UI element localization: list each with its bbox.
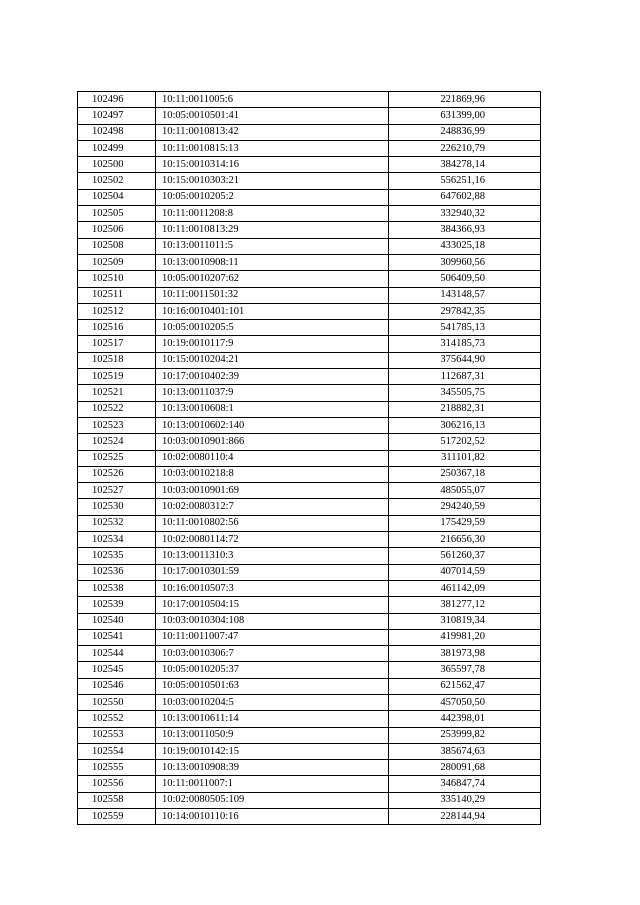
record-number-cell: 102508 (78, 238, 156, 254)
record-number-cell: 102546 (78, 678, 156, 694)
value-cell: 385674,63 (389, 743, 541, 759)
table-row (78, 548, 541, 564)
record-number-cell: 102506 (78, 222, 156, 238)
record-number-cell: 102511 (78, 287, 156, 303)
cadastral-number-cell: 10:19:0010142:15 (156, 743, 389, 759)
value-cell: 461142,09 (389, 580, 541, 596)
cadastral-number-cell: 10:16:0010507:3 (156, 580, 389, 596)
cadastral-number-cell: 10:03:0010218:8 (156, 466, 389, 482)
value-cell: 621562,47 (389, 678, 541, 694)
table-row (78, 157, 541, 173)
value-cell: 433025,18 (389, 238, 541, 254)
record-number-cell: 102541 (78, 629, 156, 645)
cadastral-number-cell: 10:11:0011005:6 (156, 92, 389, 108)
table-body (78, 92, 541, 825)
table-row (78, 92, 541, 108)
record-number-cell: 102552 (78, 711, 156, 727)
value-cell: 294240,59 (389, 499, 541, 515)
value-cell: 218882,31 (389, 401, 541, 417)
value-cell: 221869,96 (389, 92, 541, 108)
value-cell: 143148,57 (389, 287, 541, 303)
record-number-cell: 102544 (78, 646, 156, 662)
record-number-cell: 102526 (78, 466, 156, 482)
cadastral-number-cell: 10:17:0010301:59 (156, 564, 389, 580)
table-row (78, 336, 541, 352)
cadastral-number-cell: 10:17:0010402:39 (156, 369, 389, 385)
table-row (78, 613, 541, 629)
value-cell: 381973,98 (389, 646, 541, 662)
value-cell: 297842,35 (389, 303, 541, 319)
value-cell: 216656,30 (389, 532, 541, 548)
record-number-cell: 102540 (78, 613, 156, 629)
cadastral-number-cell: 10:17:0010504:15 (156, 597, 389, 613)
value-cell: 345505,75 (389, 385, 541, 401)
table-row (78, 173, 541, 189)
record-number-cell: 102518 (78, 352, 156, 368)
value-cell: 226210,79 (389, 140, 541, 156)
record-number-cell: 102502 (78, 173, 156, 189)
cadastral-number-cell: 10:13:0010611:14 (156, 711, 389, 727)
record-number-cell: 102545 (78, 662, 156, 678)
value-cell: 631399,00 (389, 108, 541, 124)
table-row (78, 254, 541, 270)
record-number-cell: 102553 (78, 727, 156, 743)
table-row (78, 369, 541, 385)
value-cell: 442398,01 (389, 711, 541, 727)
record-number-cell: 102530 (78, 499, 156, 515)
value-cell: 112687,31 (389, 369, 541, 385)
cadastral-value-table (77, 91, 541, 825)
value-cell: 457050,50 (389, 694, 541, 710)
cadastral-number-cell: 10:05:0010205:2 (156, 189, 389, 205)
record-number-cell: 102536 (78, 564, 156, 580)
cadastral-number-cell: 10:11:0011007:1 (156, 776, 389, 792)
value-cell: 228144,94 (389, 809, 541, 825)
table-row (78, 401, 541, 417)
cadastral-number-cell: 10:13:0010908:39 (156, 760, 389, 776)
cadastral-number-cell: 10:03:0010304:108 (156, 613, 389, 629)
cadastral-number-cell: 10:11:0010813:29 (156, 222, 389, 238)
value-cell: 280091,68 (389, 760, 541, 776)
cadastral-number-cell: 10:03:0010306:7 (156, 646, 389, 662)
record-number-cell: 102523 (78, 417, 156, 433)
record-number-cell: 102496 (78, 92, 156, 108)
cadastral-number-cell: 10:11:0011501:32 (156, 287, 389, 303)
value-cell: 311101,82 (389, 450, 541, 466)
record-number-cell: 102525 (78, 450, 156, 466)
cadastral-number-cell: 10:02:0080505:109 (156, 792, 389, 808)
cadastral-number-cell: 10:05:0010501:41 (156, 108, 389, 124)
value-cell: 314185,73 (389, 336, 541, 352)
record-number-cell: 102535 (78, 548, 156, 564)
table-row (78, 564, 541, 580)
cadastral-number-cell: 10:05:0010205:37 (156, 662, 389, 678)
table-row (78, 287, 541, 303)
record-number-cell: 102555 (78, 760, 156, 776)
value-cell: 250367,18 (389, 466, 541, 482)
table-row (78, 238, 541, 254)
table-row (78, 743, 541, 759)
record-number-cell: 102554 (78, 743, 156, 759)
cadastral-number-cell: 10:11:0011007:47 (156, 629, 389, 645)
cadastral-number-cell: 10:15:0010314:16 (156, 157, 389, 173)
table-row (78, 629, 541, 645)
table-row (78, 140, 541, 156)
cadastral-number-cell: 10:13:0011037:9 (156, 385, 389, 401)
table-row (78, 776, 541, 792)
table-row (78, 320, 541, 336)
table-row (78, 515, 541, 531)
value-cell: 332940,32 (389, 206, 541, 222)
cadastral-number-cell: 10:13:0010608:1 (156, 401, 389, 417)
record-number-cell: 102524 (78, 434, 156, 450)
value-cell: 384366,93 (389, 222, 541, 238)
value-cell: 175429,59 (389, 515, 541, 531)
table-row (78, 580, 541, 596)
value-cell: 310819,34 (389, 613, 541, 629)
cadastral-number-cell: 10:05:0010205:5 (156, 320, 389, 336)
value-cell: 407014,59 (389, 564, 541, 580)
table-row (78, 483, 541, 499)
value-cell: 365597,78 (389, 662, 541, 678)
record-number-cell: 102522 (78, 401, 156, 417)
table-row (78, 532, 541, 548)
value-cell: 248836,99 (389, 124, 541, 140)
value-cell: 506409,50 (389, 271, 541, 287)
record-number-cell: 102497 (78, 108, 156, 124)
table-row (78, 206, 541, 222)
value-cell: 541785,13 (389, 320, 541, 336)
cadastral-number-cell: 10:05:0010501:63 (156, 678, 389, 694)
table-row (78, 352, 541, 368)
record-number-cell: 102519 (78, 369, 156, 385)
table-row (78, 809, 541, 825)
record-number-cell: 102556 (78, 776, 156, 792)
value-cell: 253999,82 (389, 727, 541, 743)
cadastral-number-cell: 10:14:0010110:16 (156, 809, 389, 825)
table-row (78, 108, 541, 124)
record-number-cell: 102504 (78, 189, 156, 205)
record-number-cell: 102559 (78, 809, 156, 825)
cadastral-number-cell: 10:13:0010602:140 (156, 417, 389, 433)
record-number-cell: 102499 (78, 140, 156, 156)
table-row (78, 466, 541, 482)
record-number-cell: 102509 (78, 254, 156, 270)
record-number-cell: 102512 (78, 303, 156, 319)
cadastral-number-cell: 10:11:0010813:42 (156, 124, 389, 140)
record-number-cell: 102521 (78, 385, 156, 401)
value-cell: 381277,12 (389, 597, 541, 613)
cadastral-number-cell: 10:02:0080110:4 (156, 450, 389, 466)
value-cell: 309960,56 (389, 254, 541, 270)
record-number-cell: 102500 (78, 157, 156, 173)
table-row (78, 499, 541, 515)
record-number-cell: 102550 (78, 694, 156, 710)
value-cell: 485055,07 (389, 483, 541, 499)
cadastral-number-cell: 10:13:0011050:9 (156, 727, 389, 743)
value-cell: 306216,13 (389, 417, 541, 433)
table-row (78, 662, 541, 678)
table-row (78, 189, 541, 205)
cadastral-number-cell: 10:19:0010117:9 (156, 336, 389, 352)
table-row (78, 385, 541, 401)
table-row (78, 727, 541, 743)
cadastral-number-cell: 10:02:0080114:72 (156, 532, 389, 548)
record-number-cell: 102532 (78, 515, 156, 531)
table-row (78, 678, 541, 694)
cadastral-number-cell: 10:03:0010204:5 (156, 694, 389, 710)
record-number-cell: 102498 (78, 124, 156, 140)
table-row (78, 711, 541, 727)
cadastral-number-cell: 10:11:0011208:8 (156, 206, 389, 222)
cadastral-number-cell: 10:11:0010815:13 (156, 140, 389, 156)
cadastral-number-cell: 10:13:0011011:5 (156, 238, 389, 254)
table-row (78, 792, 541, 808)
table-row (78, 303, 541, 319)
record-number-cell: 102539 (78, 597, 156, 613)
cadastral-number-cell: 10:15:0010204:21 (156, 352, 389, 368)
cadastral-number-cell: 10:15:0010303:21 (156, 173, 389, 189)
table-row (78, 694, 541, 710)
table-row (78, 646, 541, 662)
value-cell: 561260,37 (389, 548, 541, 564)
record-number-cell: 102558 (78, 792, 156, 808)
record-number-cell: 102538 (78, 580, 156, 596)
cadastral-number-cell: 10:05:0010207:62 (156, 271, 389, 287)
record-number-cell: 102505 (78, 206, 156, 222)
table-row (78, 417, 541, 433)
table-row (78, 434, 541, 450)
record-number-cell: 102516 (78, 320, 156, 336)
record-number-cell: 102517 (78, 336, 156, 352)
table-row (78, 597, 541, 613)
table-row (78, 450, 541, 466)
cadastral-number-cell: 10:13:0011310:3 (156, 548, 389, 564)
value-cell: 375644,90 (389, 352, 541, 368)
value-cell: 517202,52 (389, 434, 541, 450)
value-cell: 419981,20 (389, 629, 541, 645)
table-row (78, 124, 541, 140)
record-number-cell: 102527 (78, 483, 156, 499)
value-cell: 346847,74 (389, 776, 541, 792)
table-row (78, 760, 541, 776)
table-row (78, 271, 541, 287)
cadastral-number-cell: 10:13:0010908:11 (156, 254, 389, 270)
cadastral-number-cell: 10:16:0010401:101 (156, 303, 389, 319)
cadastral-number-cell: 10:03:0010901:866 (156, 434, 389, 450)
table-row (78, 222, 541, 238)
value-cell: 556251,16 (389, 173, 541, 189)
value-cell: 384278,14 (389, 157, 541, 173)
cadastral-number-cell: 10:03:0010901:69 (156, 483, 389, 499)
record-number-cell: 102534 (78, 532, 156, 548)
record-number-cell: 102510 (78, 271, 156, 287)
cadastral-number-cell: 10:11:0010802:56 (156, 515, 389, 531)
cadastral-number-cell: 10:02:0080312:7 (156, 499, 389, 515)
value-cell: 335140,29 (389, 792, 541, 808)
value-cell: 647602,88 (389, 189, 541, 205)
